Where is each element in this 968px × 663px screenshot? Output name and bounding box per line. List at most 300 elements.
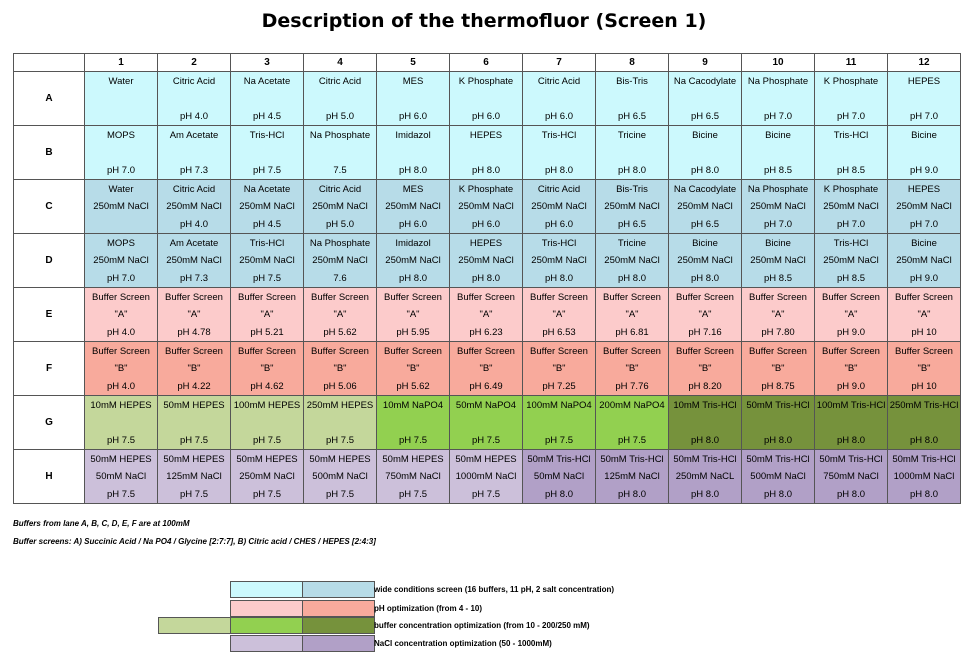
well-line-3: pH 7.0: [764, 218, 792, 230]
well-line-2: [923, 93, 926, 104]
legend-label: NaCl concentration optimization (50 - 1000mM): [374, 639, 552, 648]
well-line-1: Buffer Screen: [165, 291, 223, 303]
well-line-3: pH 8.0: [618, 164, 646, 176]
well-e12: [888, 288, 961, 342]
well-f2: [158, 342, 231, 396]
well-line-3: pH 6.0: [472, 218, 500, 230]
column-header-4: 4: [304, 54, 377, 72]
well-line-2: [266, 147, 269, 158]
well-line-1: Bicine: [765, 129, 791, 141]
well-d4: [304, 234, 377, 288]
well-line-1: 50mM Tris-HCl: [527, 453, 591, 465]
well-line-2: 500mM NaCl: [750, 471, 806, 482]
row-label: E: [14, 288, 85, 342]
well-line-3: pH 6.49: [469, 380, 503, 392]
legend-swatch: [230, 581, 303, 598]
well-line-3: pH 10: [911, 326, 937, 338]
well-d3: [231, 234, 304, 288]
well-line-1: Water: [108, 183, 134, 195]
well-d10: [742, 234, 815, 288]
well-line-2: [485, 147, 488, 158]
well-g10: [742, 396, 815, 450]
well-line-2: 250mM NaCl: [312, 201, 368, 212]
legend-swatch: [302, 581, 375, 598]
well-line-3: pH 8.0: [618, 488, 646, 500]
row-label: F: [14, 342, 85, 396]
well-line-2: "B": [698, 363, 712, 374]
column-header-1: 1: [85, 54, 158, 72]
well-h6: [450, 450, 523, 504]
well-b2: [158, 126, 231, 180]
well-line-1: Buffer Screen: [676, 291, 734, 303]
well-line-2: [704, 147, 707, 158]
well-line-1: 50mM NaPO4: [455, 399, 517, 411]
buffer-screens-note: Buffer screens: A) Succinic Acid / Na PO4 / Glycine [2:7:7], B) Citric acid / CHES / HEPES [2:4:3]: [13, 537, 376, 546]
well-line-2: 125mM NaCl: [604, 471, 660, 482]
well-line-2: "A": [406, 309, 420, 320]
well-line-1: Buffer Screen: [457, 345, 515, 357]
well-b8: [596, 126, 669, 180]
well-line-3: pH 9.0: [837, 380, 865, 392]
well-line-2: [631, 417, 634, 428]
well-g4: [304, 396, 377, 450]
well-line-3: pH 6.23: [469, 326, 503, 338]
well-line-1: Citric Acid: [172, 183, 216, 195]
well-line-1: 50mM HEPES: [163, 453, 225, 465]
well-line-2: [266, 93, 269, 104]
well-line-1: Na Phosphate: [309, 237, 371, 249]
well-line-3: pH 7.5: [253, 434, 281, 446]
row-label: H: [14, 450, 85, 504]
well-line-2: "A": [625, 309, 639, 320]
well-line-3: pH 8.5: [764, 164, 792, 176]
well-line-3: pH 6.5: [618, 218, 646, 230]
well-line-1: 50mM Tris-HCl: [746, 453, 810, 465]
well-line-2: 250mM NaCl: [93, 201, 149, 212]
well-line-3: pH 7.5: [107, 488, 135, 500]
well-line-2: "B": [406, 363, 420, 374]
well-line-1: Na Phosphate: [747, 75, 809, 87]
well-line-2: [850, 93, 853, 104]
well-line-3: pH 8.20: [688, 380, 722, 392]
well-line-2: 50mM NaCl: [533, 471, 585, 482]
well-line-3: 7.5: [333, 164, 347, 176]
row-label: C: [14, 180, 85, 234]
well-line-3: pH 8.0: [545, 488, 573, 500]
legend-swatch: [230, 617, 303, 634]
well-b6: [450, 126, 523, 180]
well-line-1: Tris-HCl: [249, 237, 285, 249]
well-line-3: pH 7.5: [545, 434, 573, 446]
well-line-1: Buffer Screen: [165, 345, 223, 357]
well-line-2: [777, 417, 780, 428]
well-line-1: Na Acetate: [243, 75, 291, 87]
well-line-2: [558, 93, 561, 104]
well-line-2: 250mM NaCl: [239, 471, 295, 482]
well-b9: [669, 126, 742, 180]
well-line-2: [412, 417, 415, 428]
well-line-3: pH 7.0: [764, 110, 792, 122]
well-line-3: pH 7.5: [472, 434, 500, 446]
well-c8: [596, 180, 669, 234]
well-line-3: pH 4.22: [177, 380, 211, 392]
well-line-1: Buffer Screen: [676, 345, 734, 357]
well-line-3: pH 6.81: [615, 326, 649, 338]
well-line-1: HEPES: [469, 129, 503, 141]
well-line-2: 250mM NaCl: [531, 255, 587, 266]
well-h10: [742, 450, 815, 504]
well-line-2: 250mM NaCl: [312, 255, 368, 266]
well-line-3: pH 8.0: [837, 434, 865, 446]
well-line-3: [120, 111, 123, 122]
well-line-1: Citric Acid: [318, 183, 362, 195]
row-label: B: [14, 126, 85, 180]
well-line-1: Tricine: [617, 129, 647, 141]
well-line-1: K Phosphate: [823, 75, 879, 87]
well-line-2: 250mM NaCl: [896, 201, 952, 212]
column-header-10: 10: [742, 54, 815, 72]
well-line-3: 7.6: [333, 272, 347, 284]
well-line-1: K Phosphate: [823, 183, 879, 195]
well-line-2: [923, 417, 926, 428]
well-d7: [523, 234, 596, 288]
well-g2: [158, 396, 231, 450]
well-line-1: Buffer Screen: [311, 345, 369, 357]
plate-row-b: [14, 126, 961, 180]
well-line-1: Tris-HCl: [833, 237, 869, 249]
well-line-1: 50mM Tris-HCl: [892, 453, 956, 465]
column-header-9: 9: [669, 54, 742, 72]
well-a5: [377, 72, 450, 126]
well-line-1: Imidazol: [395, 237, 431, 249]
well-line-2: "A": [187, 309, 201, 320]
well-line-1: MOPS: [107, 129, 135, 141]
well-f8: [596, 342, 669, 396]
legend-swatch: [302, 600, 375, 617]
well-line-3: pH 7.5: [253, 272, 281, 284]
well-d8: [596, 234, 669, 288]
well-d9: [669, 234, 742, 288]
well-f5: [377, 342, 450, 396]
well-line-3: pH 6.5: [691, 110, 719, 122]
well-line-1: HEPES: [907, 75, 941, 87]
well-line-3: pH 8.0: [399, 164, 427, 176]
legend-label: wide conditions screen (16 buffers, 11 pH, 2 salt concentration): [374, 585, 615, 594]
well-line-3: pH 7.3: [180, 272, 208, 284]
well-line-1: MES: [402, 183, 424, 195]
well-c9: [669, 180, 742, 234]
well-line-3: pH 8.0: [472, 272, 500, 284]
well-h7: [523, 450, 596, 504]
well-d12: [888, 234, 961, 288]
well-line-3: pH 8.5: [764, 272, 792, 284]
well-line-1: Na Phosphate: [747, 183, 809, 195]
well-line-3: [120, 219, 123, 230]
well-line-3: pH 8.0: [764, 434, 792, 446]
well-line-3: pH 6.5: [691, 218, 719, 230]
legend-swatch: [302, 617, 375, 634]
well-line-2: [923, 147, 926, 158]
well-line-3: pH 7.5: [326, 434, 354, 446]
well-line-2: [339, 417, 342, 428]
well-line-2: 250mM NaCl: [750, 255, 806, 266]
well-line-1: 10mM HEPES: [90, 399, 152, 411]
well-line-1: MOPS: [107, 237, 135, 249]
well-h1: [85, 450, 158, 504]
well-line-1: 50mM HEPES: [382, 453, 444, 465]
well-line-1: Tris-HCl: [833, 129, 869, 141]
well-line-2: "A": [114, 309, 128, 320]
well-d1: [85, 234, 158, 288]
plate-row-d: [14, 234, 961, 288]
well-a3: [231, 72, 304, 126]
well-line-3: pH 8.0: [910, 488, 938, 500]
well-f3: [231, 342, 304, 396]
well-line-2: [266, 417, 269, 428]
well-line-3: pH 8.0: [691, 434, 719, 446]
well-line-1: HEPES: [907, 183, 941, 195]
well-line-3: pH 7.0: [837, 110, 865, 122]
well-line-1: Buffer Screen: [311, 291, 369, 303]
well-b5: [377, 126, 450, 180]
well-line-2: [120, 147, 123, 158]
well-line-3: pH 6.53: [542, 326, 576, 338]
well-a2: [158, 72, 231, 126]
well-e2: [158, 288, 231, 342]
well-c5: [377, 180, 450, 234]
well-line-2: 750mM NaCl: [823, 471, 879, 482]
well-line-2: [120, 417, 123, 428]
well-line-2: 1000mM NaCl: [893, 471, 955, 482]
plate-rows: [14, 72, 961, 504]
well-e7: [523, 288, 596, 342]
well-line-1: Citric Acid: [537, 183, 581, 195]
well-line-3: pH 5.06: [323, 380, 357, 392]
well-line-2: [339, 93, 342, 104]
well-line-1: Buffer Screen: [895, 345, 953, 357]
well-line-2: "A": [552, 309, 566, 320]
well-line-3: pH 9.0: [837, 326, 865, 338]
well-f11: [815, 342, 888, 396]
well-line-2: 250mM NaCl: [823, 255, 879, 266]
well-line-3: pH 7.5: [180, 488, 208, 500]
well-line-3: pH 7.5: [399, 488, 427, 500]
well-line-1: Bicine: [911, 237, 937, 249]
well-d5: [377, 234, 450, 288]
well-e6: [450, 288, 523, 342]
thermofluor-plate-table: [13, 53, 961, 504]
plate-row-a: [14, 72, 961, 126]
well-line-1: Buffer Screen: [822, 345, 880, 357]
well-g9: [669, 396, 742, 450]
well-line-1: Bicine: [911, 129, 937, 141]
well-line-2: 250mM NaCl: [239, 201, 295, 212]
well-line-1: Citric Acid: [537, 75, 581, 87]
well-line-3: pH 6.5: [618, 110, 646, 122]
well-e1: [85, 288, 158, 342]
legend-label: buffer concentration optimization (from 10 - 200/250 mM): [374, 621, 590, 630]
well-line-2: [704, 417, 707, 428]
well-line-2: 50mM NaCl: [95, 471, 147, 482]
well-line-1: 10mM NaPO4: [382, 399, 444, 411]
well-line-1: K Phosphate: [458, 183, 514, 195]
well-line-1: Am Acetate: [169, 237, 219, 249]
plate-row-h: [14, 450, 961, 504]
column-header-row: [14, 54, 961, 72]
well-line-2: 250mM NaCl: [166, 255, 222, 266]
well-line-3: pH 5.21: [250, 326, 284, 338]
well-line-2: 250mM NaCl: [531, 201, 587, 212]
well-h4: [304, 450, 377, 504]
well-line-3: pH 7.3: [180, 164, 208, 176]
well-line-3: pH 4.62: [250, 380, 284, 392]
well-line-2: 250mM NaCl: [93, 255, 149, 266]
well-line-1: Tris-HCl: [249, 129, 285, 141]
well-line-1: 50mM Tris-HCl: [600, 453, 664, 465]
well-line-2: [631, 93, 634, 104]
well-line-1: 200mM NaPO4: [599, 399, 665, 411]
well-line-2: [485, 93, 488, 104]
well-line-2: 250mM NaCl: [458, 201, 514, 212]
well-h9: [669, 450, 742, 504]
well-line-2: 250mM NaCl: [896, 255, 952, 266]
well-line-2: [485, 417, 488, 428]
well-line-1: Buffer Screen: [749, 291, 807, 303]
well-line-2: [777, 93, 780, 104]
well-line-3: pH 7.5: [107, 434, 135, 446]
plate-row-f: [14, 342, 961, 396]
well-line-1: Bis-Tris: [616, 183, 648, 195]
column-header-3: 3: [231, 54, 304, 72]
well-c2: [158, 180, 231, 234]
well-line-2: [558, 417, 561, 428]
well-line-3: pH 7.0: [837, 218, 865, 230]
column-header-2: 2: [158, 54, 231, 72]
well-line-2: [850, 147, 853, 158]
well-line-3: pH 7.5: [326, 488, 354, 500]
page-title: Description of the thermofluor (Screen 1): [261, 10, 707, 32]
well-line-2: 250mM NaCl: [239, 255, 295, 266]
well-line-2: 250mM NaCl: [823, 201, 879, 212]
well-line-1: 50mM HEPES: [163, 399, 225, 411]
well-line-3: pH 5.62: [323, 326, 357, 338]
well-line-3: pH 7.76: [615, 380, 649, 392]
well-line-1: Buffer Screen: [238, 291, 296, 303]
well-line-1: Buffer Screen: [238, 345, 296, 357]
column-header-8: 8: [596, 54, 669, 72]
well-line-3: pH 7.5: [253, 488, 281, 500]
well-line-3: pH 7.5: [618, 434, 646, 446]
well-a8: [596, 72, 669, 126]
well-g7: [523, 396, 596, 450]
well-line-3: pH 6.0: [399, 218, 427, 230]
well-line-1: Water: [108, 75, 134, 87]
legend-label: pH optimization (from 4 - 10): [374, 604, 482, 613]
well-line-3: pH 6.0: [472, 110, 500, 122]
row-label: A: [14, 72, 85, 126]
well-g8: [596, 396, 669, 450]
well-line-3: pH 8.0: [764, 488, 792, 500]
well-e3: [231, 288, 304, 342]
well-a6: [450, 72, 523, 126]
well-line-3: pH 6.0: [545, 110, 573, 122]
well-line-3: pH 4.5: [253, 218, 281, 230]
well-line-3: pH 10: [911, 380, 937, 392]
plate-row-e: [14, 288, 961, 342]
well-line-1: Tricine: [617, 237, 647, 249]
well-h3: [231, 450, 304, 504]
well-line-3: pH 7.5: [399, 434, 427, 446]
well-line-1: Buffer Screen: [895, 291, 953, 303]
legend-swatch: [230, 600, 303, 617]
well-f7: [523, 342, 596, 396]
well-line-1: Na Cacodylate: [673, 183, 737, 195]
well-line-1: HEPES: [469, 237, 503, 249]
well-line-1: Bicine: [692, 237, 718, 249]
well-line-3: pH 4.0: [180, 218, 208, 230]
corner-cell: [14, 54, 85, 72]
row-label: D: [14, 234, 85, 288]
well-line-2: [193, 93, 196, 104]
well-line-3: pH 7.5: [472, 488, 500, 500]
well-line-1: Buffer Screen: [457, 291, 515, 303]
well-line-1: 50mM HEPES: [309, 453, 371, 465]
well-b12: [888, 126, 961, 180]
well-b1: [85, 126, 158, 180]
well-line-1: 50mM Tris-HCl: [746, 399, 810, 411]
well-line-1: Am Acetate: [169, 129, 219, 141]
well-line-2: 250mM NaCl: [166, 201, 222, 212]
well-line-3: pH 4.0: [107, 380, 135, 392]
well-f6: [450, 342, 523, 396]
well-line-1: 100mM Tris-HCl: [816, 399, 886, 411]
well-line-2: 250mM NaCl: [604, 255, 660, 266]
well-line-2: [193, 147, 196, 158]
well-e9: [669, 288, 742, 342]
well-line-2: 250mM NaCl: [385, 201, 441, 212]
well-h5: [377, 450, 450, 504]
well-line-1: Buffer Screen: [749, 345, 807, 357]
well-line-3: pH 8.0: [545, 164, 573, 176]
plate-row-c: [14, 180, 961, 234]
well-line-1: Citric Acid: [318, 75, 362, 87]
plate-row-g: [14, 396, 961, 450]
well-line-1: Imidazol: [395, 129, 431, 141]
well-line-2: "A": [479, 309, 493, 320]
well-line-3: pH 7.80: [761, 326, 795, 338]
well-line-2: "A": [698, 309, 712, 320]
well-line-3: pH 7.5: [253, 164, 281, 176]
well-line-3: pH 8.0: [545, 272, 573, 284]
well-line-2: "B": [844, 363, 858, 374]
well-line-3: pH 4.5: [253, 110, 281, 122]
well-line-2: 250mM NaCl: [458, 255, 514, 266]
well-line-1: 10mM Tris-HCl: [673, 399, 737, 411]
well-line-3: pH 8.0: [837, 488, 865, 500]
well-line-2: 250mM NaCl: [604, 201, 660, 212]
well-line-3: pH 8.5: [837, 272, 865, 284]
well-line-1: 100mM HEPES: [233, 399, 301, 411]
well-line-1: Buffer Screen: [603, 291, 661, 303]
well-line-1: Buffer Screen: [530, 345, 588, 357]
well-line-3: pH 7.0: [107, 272, 135, 284]
well-line-1: Tris-HCl: [541, 129, 577, 141]
well-line-3: pH 6.0: [545, 218, 573, 230]
well-b3: [231, 126, 304, 180]
well-e11: [815, 288, 888, 342]
well-g11: [815, 396, 888, 450]
well-line-2: 250mM NaCl: [677, 255, 733, 266]
